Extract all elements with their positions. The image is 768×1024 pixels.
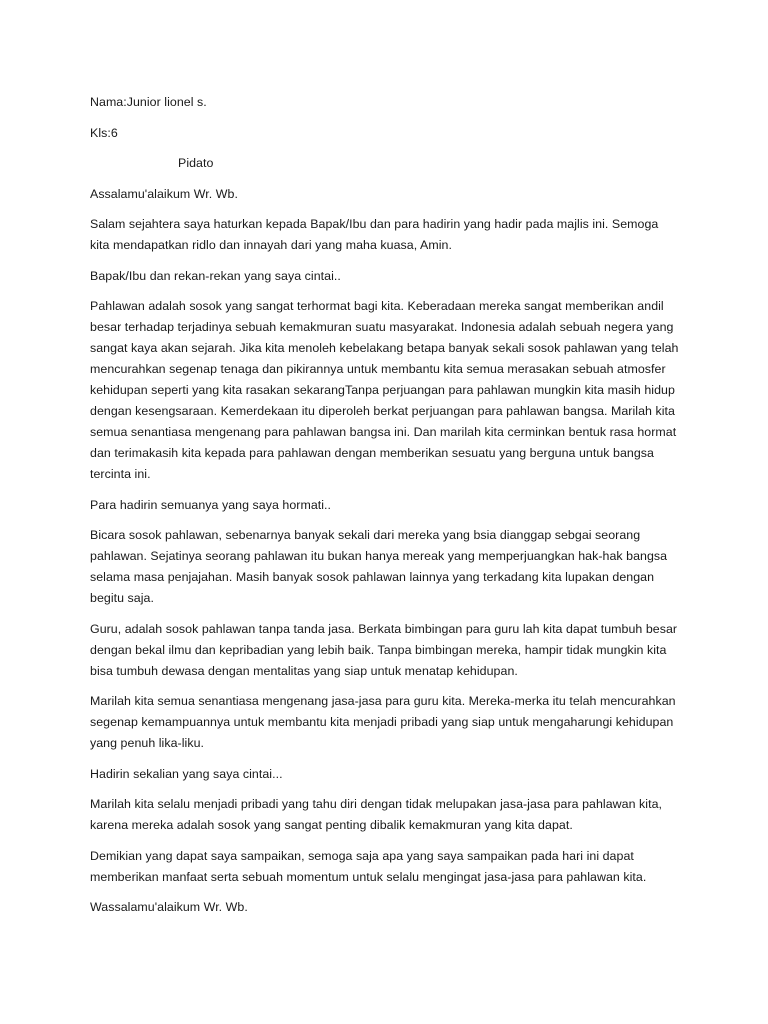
paragraph: Salam sejahtera saya haturkan kepada Bapak/Ibu dan para hadirin yang hadir pada majlis ini. Semoga kita mendapatkan ridlo dan innayah dari yang maha kuasa, Amin. [90,217,659,252]
paragraph: Demikian yang dapat saya sampaikan, semoga saja apa yang saya sampaikan pada hari ini dapat memberikan manfaat serta sebuah momentum untuk selalu mengingat jasa-jasa para pahlawan kita. [90,848,647,884]
paragraph: Para hadirin semuanya yang saya hormati.. [90,497,332,512]
name-line: Nama:Junior lionel s. [90,95,207,109]
paragraph: Bapak/Ibu dan rekan-rekan yang saya cintai.. [90,268,341,283]
paragraph: Bicara sosok pahlawan, sebenarnya banyak sekali dari mereka yang bsia dianggap sebgai seorang pahlawan. Sejatinya seorang pahlawan itu bukan hanya mereak yang memperjuangkan hak-hak bangsa selama masa penjajahan. Masih banyak sosok pahlawan lainnya yang terkadang kita lupakan dengan begitu saja. [90,528,668,605]
document-body [90,92,680,928]
closing-greeting: Wassalamu'alaikum Wr. Wb. [90,900,248,914]
paragraph: Marilah kita semua senantiasa mengenang jasa-jasa para guru kita. Mereka-merka itu telah mencurahkan segenap kemampuannya untuk membantu kita menjadi pribadi yang siap untuk mengaharungi kehidupan yang penuh lika-liku. [90,694,676,750]
paragraph: Marilah kita selalu menjadi pribadi yang tahu diri dengan tidak melupakan jasa-jasa para pahlawan kita, karena mereka adalah sosok yang sangat penting dibalik kemakmuran yang kita dapat. [90,797,663,832]
paragraph: Pahlawan adalah sosok yang sangat terhormat bagi kita. Keberadaan mereka sangat memberikan andil besar terhadap terjadinya sebuah kemakmuran suatu masyarakat. Indonesia adalah sebuah negera yang sangat kaya akan sejarah. Jika kita menoleh kebelakang betapa banyak sekali sosok pahlawan yang telah mencurahkan segenap tenaga dan pikirannya untuk membantu kita semua merasakan sebuah atmosfer kehidupan seperti yang kita rasakan sekarangTanpa perjuangan para pahlawan mungkin kita masih hidup dengan kesengsaraan. Kemerdekaan itu diperoleh berkat perjuangan para pahlawan bangsa. Marilah kita semua senantiasa mengenang para pahlawan bangsa ini. Dan marilah kita cerminkan bentuk rasa hormat dan terimakasih kita kepada para pahlawan dengan memberikan sesuatu yang berguna untuk bangsa tercinta ini. [90,299,679,481]
paragraph: Guru, adalah sosok pahlawan tanpa tanda jasa. Berkata bimbingan para guru lah kita dapat tumbuh besar dengan bekal ilmu dan kepribadian yang lebih baik. Tanpa bimbingan mereka, hampir tidak mungkin kita bisa tumbuh dewasa dengan mentalitas yang siap untuk menatap kehidupan. [90,621,678,678]
opening-greeting: Assalamu'alaikum Wr. Wb. [90,186,238,201]
document-title: Pidato [178,156,214,170]
class-line: Kls:6 [90,125,118,140]
paragraph: Hadirin sekalian yang saya cintai... [90,766,283,781]
